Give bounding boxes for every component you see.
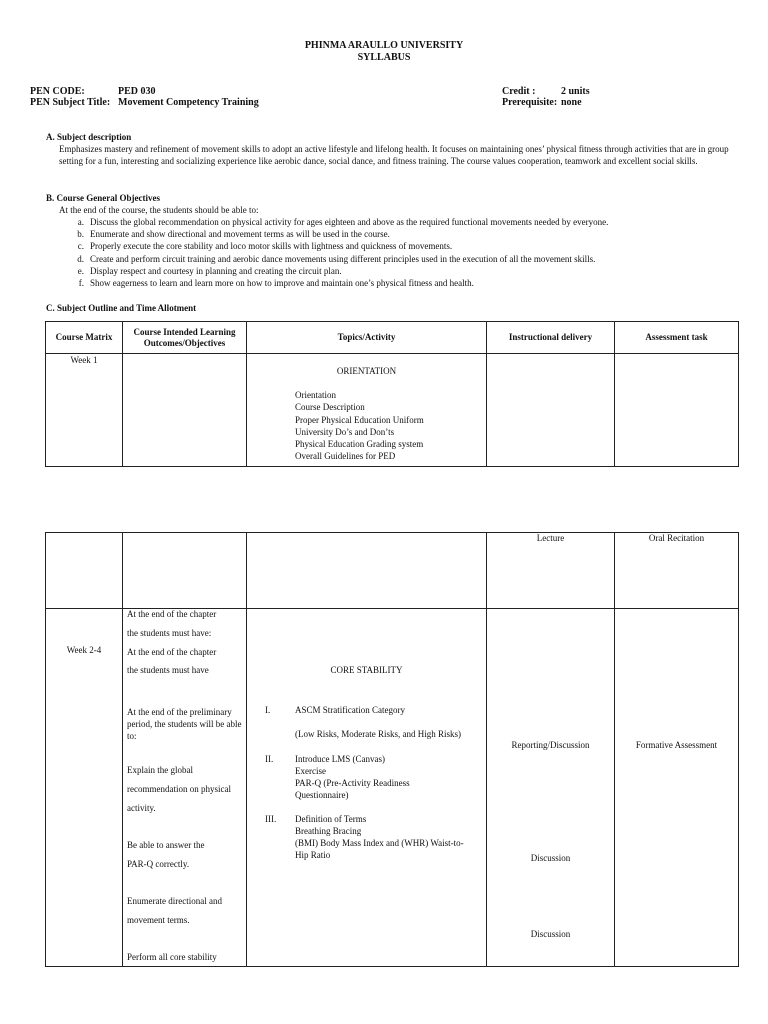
- objective-item: e. Display respect and courtesy in planning and creating the circuit plan.: [77, 265, 342, 276]
- clo-line: movement terms.: [127, 914, 190, 925]
- pen-code-label: PEN CODE:: [30, 86, 85, 97]
- delivery-lecture: Lecture: [536, 533, 565, 543]
- section-b-heading: B. Course General Objectives: [46, 193, 160, 203]
- topic-item: I. ASCM Stratification Category: [265, 705, 405, 715]
- clo-line: Be able to answer the: [127, 840, 205, 850]
- topic-item: University Do’s and Don’ts: [295, 426, 395, 437]
- clo-line: Perform all core stability: [127, 952, 217, 962]
- clo-line: activity.: [127, 802, 156, 813]
- clo-line: At the end of the preliminary period, the students will be able to:: [127, 707, 242, 741]
- delivery-cell: [487, 533, 615, 609]
- outline-table-week1: [45, 321, 739, 467]
- objective-item: a. Discuss the global recommendation on physical activity for ages eighteen and above as the required functional movements needed by everyone.: [77, 217, 609, 227]
- topic-item: II. Introduce LMS (Canvas) Exercise PAR-Q (Pre-Activity Readiness Questionnaire): [265, 754, 410, 800]
- clo-line: At the end of the chapter: [127, 609, 217, 619]
- header-learning-outcomes: Course Intended Learning Outcomes/Objectives: [123, 322, 247, 354]
- objective-item: b. Enumerate and show directional and movement terms as will be used in the course.: [77, 229, 390, 240]
- week-cell: [46, 354, 123, 467]
- topic-title: CORE STABILITY: [330, 665, 403, 675]
- assessment-cell: [615, 354, 739, 467]
- subject-description: Emphasizes mastery and refinement of movement skills to adopt an active lifestyle and lifelong health. It focuses on maintaining ones’ physical fitness through activities that are in group setting for a fun, interesting and socializing experience like aerobic dance, social dance, and fitness training. The course values cooperation, teamwork and excellent social skills.: [59, 144, 729, 166]
- prerequisite-value: none: [561, 97, 582, 108]
- clo-line: Explain the global: [127, 765, 193, 775]
- clo-list: [123, 892, 245, 930]
- clo-list: [123, 605, 243, 680]
- clo-cell: [123, 354, 247, 467]
- header-assessment-task: Assessment task: [615, 322, 739, 354]
- delivery-item: Discussion: [530, 853, 571, 863]
- topic-title: ORIENTATION: [336, 366, 397, 376]
- empty-cell: [247, 533, 487, 609]
- subject-title-label: PEN Subject Title:: [30, 97, 111, 108]
- topics-cell: [247, 354, 487, 467]
- clo-line: the students must have: [127, 665, 209, 676]
- objective-item: f. Show eagerness to learn and learn more on how to improve and maintain one’s physical fitness and health.: [78, 277, 474, 288]
- objectives-list: [59, 216, 749, 289]
- subject-title-value: Movement Competency Training: [118, 97, 259, 108]
- objectives-intro: At the end of the course, the students should be able to:: [59, 205, 259, 215]
- clo-list: [123, 761, 245, 817]
- week-cell: [46, 609, 123, 967]
- clo-list: [123, 836, 245, 874]
- clo-line: recommendation on physical: [127, 783, 231, 794]
- clo-line: At the end of the chapter: [127, 646, 217, 657]
- empty-cell: [46, 533, 123, 609]
- pen-code-value: PED 030: [118, 86, 156, 97]
- delivery-item: Reporting/Discussion: [511, 740, 590, 750]
- section-a-heading: A. Subject description: [46, 132, 132, 142]
- delivery-item: Discussion: [530, 929, 571, 939]
- assessment-item: Formative Assessment: [635, 740, 718, 750]
- clo-line: Enumerate directional and: [127, 896, 222, 906]
- topic-item: Orientation: [295, 390, 336, 400]
- topic-item: Course Description: [295, 402, 365, 413]
- objective-item: c. Properly execute the core stability and loco motor skills with lightness and quickness of movements.: [77, 241, 453, 252]
- assessment-cell: [615, 609, 739, 967]
- topic-item: Proper Physical Education Uniform: [295, 414, 424, 425]
- topic-item: III. Definition of Terms Breathing Bracing (BMI) Body Mass Index and (WHR) Waist-to- Hip Ratio: [265, 814, 464, 860]
- delivery-cell: [487, 609, 615, 967]
- assessment-oral: Oral Recitation: [648, 533, 705, 543]
- prerequisite-label: Prerequisite:: [502, 97, 558, 108]
- university-name: PHINMA ARAULLO UNIVERSITY: [304, 40, 464, 51]
- clo-cell: [123, 609, 247, 967]
- header-instructional-delivery: Instructional delivery: [487, 322, 615, 354]
- week-label: Week 1: [70, 355, 98, 365]
- topic-item: Physical Education Grading system: [295, 439, 424, 450]
- topics-cell: [247, 609, 487, 967]
- week-label: Week 2-4: [66, 645, 102, 655]
- objective-item: d. Create and perform circuit training and aerobic dance movements using different principles used in the execution of all the movement skills.: [77, 253, 596, 264]
- topic-item: Overall Guidelines for PED: [295, 451, 396, 462]
- credit-label: Credit :: [502, 86, 536, 97]
- delivery-cell: [487, 354, 615, 467]
- clo-line: PAR-Q correctly.: [127, 858, 190, 869]
- header-topics: Topics/Activity: [247, 322, 487, 354]
- topic-list: [247, 389, 486, 463]
- header-course-matrix: Course Matrix: [46, 322, 123, 354]
- section-c-heading: C. Subject Outline and Time Allotment: [46, 303, 197, 313]
- outline-table-week2-4: [45, 532, 739, 967]
- topic-item: (Low Risks, Moderate Risks, and High Risks): [295, 729, 461, 739]
- empty-cell: [123, 533, 247, 609]
- credit-value: 2 units: [561, 86, 590, 97]
- clo-list: [123, 948, 245, 967]
- assessment-cell: [615, 533, 739, 609]
- clo-line: the students must have:: [127, 627, 212, 638]
- document-type: SYLLABUS: [357, 52, 411, 63]
